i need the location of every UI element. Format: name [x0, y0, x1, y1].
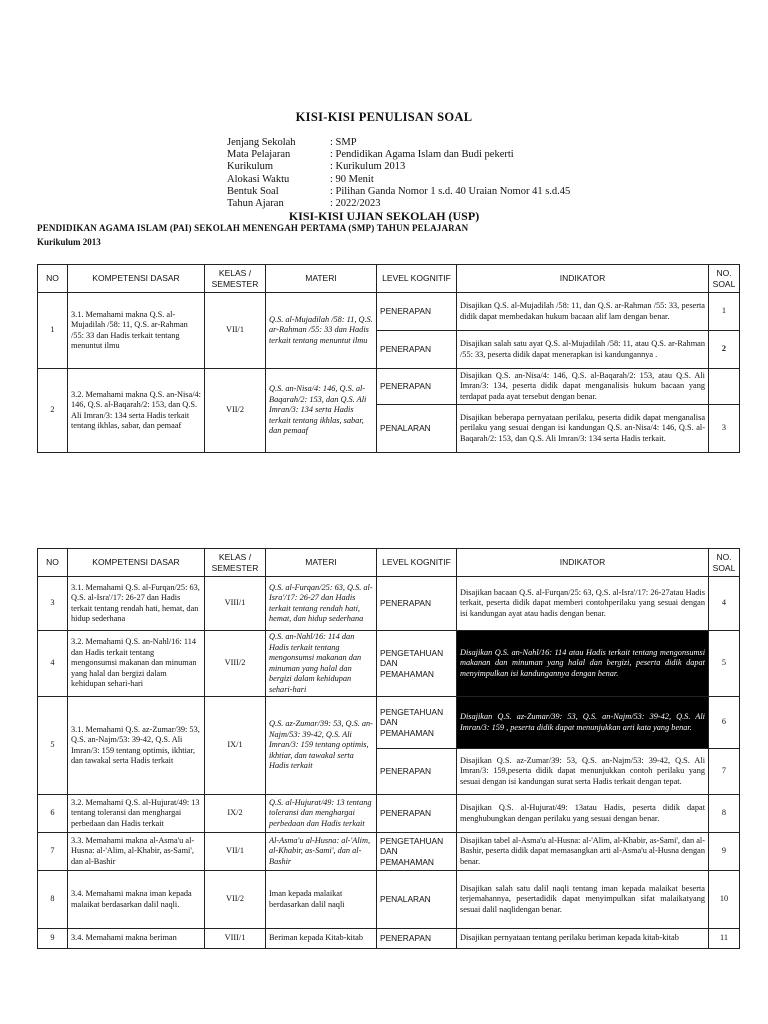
table-row [38, 631, 740, 697]
row-materi: Iman kepada malaikat berdasarkan dalil naqli [266, 871, 377, 929]
row-no-soal: 7 [709, 749, 740, 795]
row-no-soal: 6 [709, 697, 740, 749]
meta-row-bentuk: Bentuk Soal : Pilihan Ganda Nomor 1 s.d. 40 Uraian Nomor 41 s.d.45 [227, 185, 571, 197]
row-kompetensi: 3.2. Memahami Q.S. an-Nahl/16: 114 dan Hadis terkait tentang mengonsumsi makanan dan minuman yang halal dan bergizi dalam kehidupan sehari-hari [68, 631, 205, 697]
row-indikator: Disajikan pernyataan tentang perilaku beriman kepada kitab-kitab [457, 929, 709, 949]
header-no: NO [38, 549, 68, 577]
row-level: PENERAPAN [377, 331, 457, 369]
row-level: PENGETAHUAN DAN PEMAHAMAN [377, 833, 457, 871]
row-indikator: Disajikan Q.S. az-Zumar/39: 53, Q.S. an-Najm/53: 39-42, Q.S. Ali Imran/3: 159,peserta didik dapat menunjukkan contoh perilaku yang sesuai dengan isi kandungan surat serta Hadis terkait dengan tepat. [457, 749, 709, 795]
kisi-kisi-table-2 [37, 548, 740, 949]
row-indikator: Disajikan Q.S. al-Mujadilah /58: 11, dan Q.S. ar-Rahman /55: 33, peserta didik dapat membedakan hukum bacaan alif lam dengan benar. [457, 293, 709, 331]
meta-row-jenjang: Jenjang Sekolah : SMP [227, 137, 357, 148]
row-level: PENERAPAN [377, 293, 457, 331]
header-no-soal: NO. SOAL [709, 549, 740, 577]
row-level: PENGETAHUAN DAN PEMAHAMAN [377, 697, 457, 749]
meta-row-kurikulum: Kurikulum : Kurikulum 2013 [227, 161, 406, 173]
row-no: 1 [38, 293, 68, 369]
row-indikator: Disajikan salah satu dalil naqli tentang iman kepada malaikat beserta terjemahannya, pesertadidik dapat menyimpulkan sifat malaikatyang sesuai dalil naqlidengan benar. [457, 871, 709, 929]
row-no-soal: 2 [709, 331, 740, 369]
header-no-soal: NO. SOAL [709, 265, 740, 293]
row-indikator: Disajikan beberapa pernyataan perilaku, peserta didik dapat menganalisa perilaku yang sesuai dengan isi kandungan Q.S. an-Nisa/4: 146, Q.S. al-Baqarah/2: 153, dan Q.S. Ali Imran/3: 134 serta Hadis terkait. [457, 405, 709, 453]
row-indikator: Disajikan bacaan Q.S. al-Furqan/25: 63, Q.S. al-Isra'/17: 26-27atau Hadis terkait, peserta didik dapat memberi contohperilaku yang sesuai dengan isi kandungan ayat atau hadis dengan benar. [457, 577, 709, 631]
row-kelas: VII/2 [205, 369, 266, 453]
row-no: 7 [38, 833, 68, 871]
row-materi: Q.S. al-Hujurat/49: 13 tentang toleransi dan menghargai perbedaan dan Hadis terkait [266, 795, 377, 833]
row-no: 9 [38, 929, 68, 949]
meta-row-alokasi: Alokasi Waktu : 90 Menit [227, 173, 374, 185]
table-row [38, 369, 740, 405]
row-kelas: VIII/1 [205, 577, 266, 631]
row-materi: Q.S. an-Nisa/4: 146, Q.S. al-Baqarah/2: 153, dan Q.S. Ali Imran/3: 134 serta Hadis terkait tentang ikhlas, sabar, dan pemaaf [266, 369, 377, 453]
header-kelas: KELAS / SEMESTER [205, 549, 266, 577]
row-no: 4 [38, 631, 68, 697]
row-no-soal: 5 [709, 631, 740, 697]
row-level: PENALARAN [377, 405, 457, 453]
table-row [38, 833, 740, 871]
row-kompetensi: 3.3. Memahami makna al-Asma'u al-Husna: al-'Alim, al-Khabir, as-Sami', dan al-Bashir [68, 833, 205, 871]
row-no-soal: 9 [709, 833, 740, 871]
row-indikator: Disajikan salah satu ayat Q.S. al-Mujadilah /58: 11, atau Q.S. ar-Rahman /55: 33, peserta didik dapat menerapkan isi kandungannya . [457, 331, 709, 369]
table-header-row [38, 549, 740, 577]
header-indikator: INDIKATOR [457, 549, 709, 577]
table-row [38, 697, 740, 749]
row-kompetensi: 3.4. Memahami makna beriman [68, 929, 205, 949]
row-kelas: VIII/1 [205, 929, 266, 949]
row-level: PENERAPAN [377, 577, 457, 631]
row-level: PENERAPAN [377, 749, 457, 795]
row-indikator: Disajikan tabel al-Asma'u al-Husna: al-'Alim, al-Khabir, as-Sami', dan al-Bashir, peserta didik dapat memasangkan arti al-Asma'u al-Husna dengan benar. [457, 833, 709, 871]
row-no-soal: 4 [709, 577, 740, 631]
document-subtitle: PENDIDIKAN AGAMA ISLAM (PAI) SEKOLAH MENENGAH PERTAMA (SMP) TAHUN PELAJARAN [37, 223, 469, 233]
row-kompetensi: 3.2. Memahami Q.S. al-Hujurat/49: 13 tentang toleransi dan menghargai perbedaan dan Hadis terkait [68, 795, 205, 833]
row-no: 6 [38, 795, 68, 833]
row-indikator-highlighted: Disajikan Q.S. an-Nahl/16: 114 atau Hadis terkait tentang mengonsumsi makanan dan minuman yang halal dan bergizi, peserta didik dapat menyimpulkan isi kandungannya dengan benar. [457, 631, 709, 697]
row-level: PENALARAN [377, 871, 457, 929]
row-kelas: VII/1 [205, 293, 266, 369]
row-materi: Q.S. al-Mujadilah /58: 11, Q.S. ar-Rahman /55: 33 dan Hadis terkait tentang menuntut ilmu [266, 293, 377, 369]
table-header-row [38, 265, 740, 293]
header-level: LEVEL KOGNITIF [377, 265, 457, 293]
row-no: 8 [38, 871, 68, 929]
meta-row-tahun: Tahun Ajaran : 2022/2023 [227, 198, 381, 210]
row-kompetensi: 3.1. Memahami makna Q.S. al-Mujadilah /58: 11, Q.S. ar-Rahman /55: 33 dan Hadis terkait tentang menuntut ilmu [68, 293, 205, 369]
row-level: PENGETAHUAN DAN PEMAHAMAN [377, 631, 457, 697]
row-no-soal: 3 [709, 405, 740, 453]
row-indikator: Disajikan Q.S. al-Hujurat/49: 13atau Hadis, peserta didik dapat menghubungkan dengan perilaku yang sesuai dengan benar. [457, 795, 709, 833]
row-kelas: IX/2 [205, 795, 266, 833]
row-materi: Al-Asma'u al-Husna: al-'Alim, al-Khabir, as-Sami', dan al-Bashir [266, 833, 377, 871]
header-kelas: KELAS / SEMESTER [205, 265, 266, 293]
row-kompetensi: 3.4. Memahami makna iman kepada malaikat berdasarkan dalil naqli. [68, 871, 205, 929]
table-row [38, 577, 740, 631]
row-no: 5 [38, 697, 68, 795]
header-no: NO [38, 265, 68, 293]
row-no: 3 [38, 577, 68, 631]
row-no-soal: 10 [709, 871, 740, 929]
header-kompetensi-dasar: KOMPETENSI DASAR [68, 265, 205, 293]
meta-row-mapel: Mata Pelajaran : Pendidikan Agama Islam dan Budi pekerti [227, 149, 514, 161]
header-indikator: INDIKATOR [457, 265, 709, 293]
kisi-kisi-table-1 [37, 264, 740, 453]
document-title-2: KISI-KISI UJIAN SEKOLAH (USP) [288, 209, 480, 223]
row-no: 2 [38, 369, 68, 453]
row-kelas: VII/1 [205, 833, 266, 871]
row-kelas: VIII/2 [205, 631, 266, 697]
row-kelas: IX/1 [205, 697, 266, 795]
table-row [38, 871, 740, 929]
header-level: LEVEL KOGNITIF [377, 549, 457, 577]
header-kompetensi-dasar: KOMPETENSI DASAR [68, 549, 205, 577]
row-kompetensi: 3.1. Memahami Q.S. al-Furqan/25: 63, Q.S. al-Isra'/17: 26-27 dan Hadis terkait tentang rendah hati, hemat, dan hidup sederhana [68, 577, 205, 631]
row-level: PENERAPAN [377, 369, 457, 405]
document-meta [227, 137, 570, 210]
row-no-soal [709, 369, 740, 405]
row-materi: Q.S. an-Nahl/16: 114 dan Hadis terkait tentang mengonsumsi makanan dan minuman yang halal dan bergizi dalam kehidupan sehari-hari [266, 631, 377, 697]
row-level: PENERAPAN [377, 795, 457, 833]
header-materi: MATERI [266, 265, 377, 293]
row-indikator: Disajikan Q.S. an-Nisa/4: 146, Q.S. al-Baqarah/2: 153, atau Q.S. Ali Imran/3: 134, peserta didik dapat menganalisis hukum bacaan yang terdapat pada ayat tersebut dengan benar. [457, 369, 709, 405]
row-kelas: VII/2 [205, 871, 266, 929]
row-indikator-highlighted: Disajikan Q.S. az-Zumar/39: 53, Q.S. an-Najm/53: 39-42, Q.S. Ali Imran/3: 159 , peserta didik dapat menunjukkan arti kata yang benar. [457, 697, 709, 749]
row-no-soal: 1 [709, 293, 740, 331]
row-no-soal: 11 [709, 929, 740, 949]
row-kompetensi: 3.2. Memahami makna Q.S. an-Nisa/4: 146, Q.S. al-Baqarah/2: 153, dan Q.S. Ali Imran/3: 134 serta Hadis terkait tentang ikhlas, sabar, dan pemaaf [68, 369, 205, 453]
table-row [38, 293, 740, 331]
row-materi: Beriman kepada Kitab-kitab [266, 929, 377, 949]
row-no-soal: 8 [709, 795, 740, 833]
document-subtitle-2: Kurikulum 2013 [37, 237, 101, 247]
table-row [38, 929, 740, 949]
row-kompetensi: 3.1. Memahami Q.S. az-Zumar/39: 53, Q.S. an-Najm/53: 39-42, Q.S. Ali Imran/3: 159 tentang optimis, ikhtiar, dan tawakal serta Hadis terkait [68, 697, 205, 795]
document-title: KISI-KISI PENULISAN SOAL [295, 110, 473, 124]
row-level: PENERAPAN [377, 929, 457, 949]
header-materi: MATERI [266, 549, 377, 577]
row-materi: Q.S. al-Furqan/25: 63, Q.S. al-Isra'/17: 26-27 dan Hadis terkait tentang rendah hati, hemat, dan hidup sederhana [266, 577, 377, 631]
table-row [38, 795, 740, 833]
row-materi: Q.S. az-Zumar/39: 53, Q.S. an-Najm/53: 39-42, Q.S. Ali Imran/3: 159 tentang optimis, ikhtiar, dan tawakal serta Hadis terkait [266, 697, 377, 795]
